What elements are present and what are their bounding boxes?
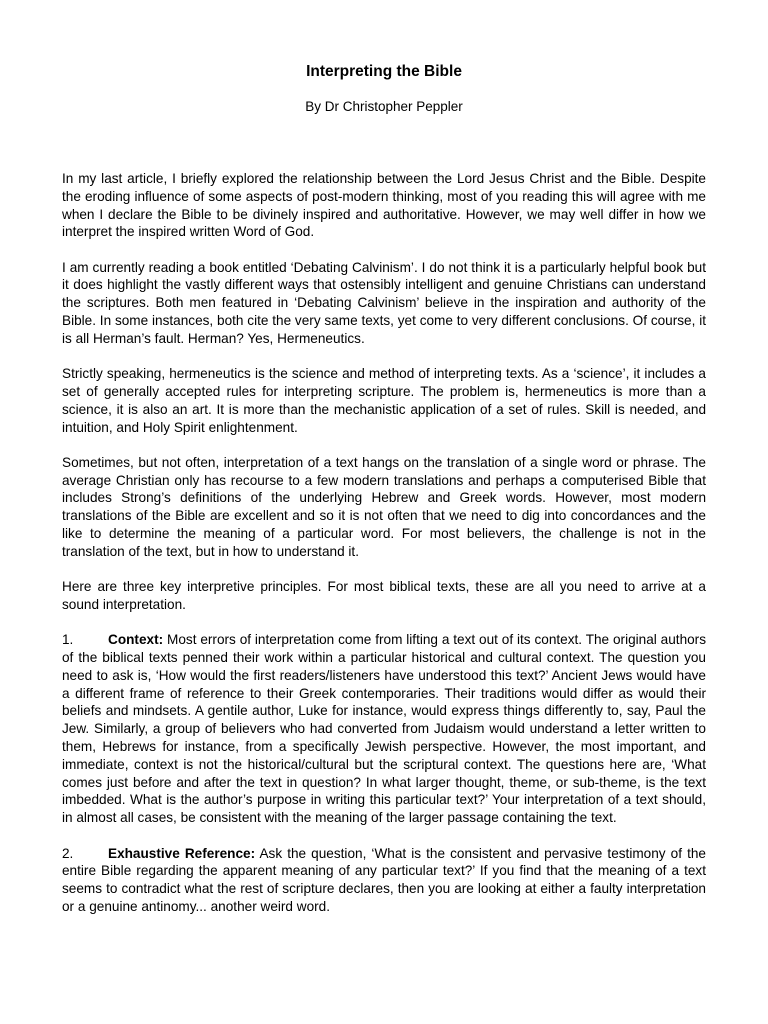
paragraph-translation: Sometimes, but not often, interpretation of a text hangs on the translation of a single word or phrase. The average Christian only has recourse to a few modern translations and perhaps a computerised Bible that includes Strong’s definitions of the underlying Hebrew and Greek words. However, most modern translations of the Bible are excellent and so it is not often that we need to dig into concordances and the like to determine the meaning of a particular word. For most believers, the challenge is not in the translation of the text, but in how to understand it. bbox=[62, 454, 706, 559]
paragraph-debating-calvinism: I am currently reading a book entitled ‘Debating Calvinism’. I do not think it is a particularly helpful book but it does highlight the vastly different ways that ostensibly intelligent and genuine Christians can understand the scriptures. Both men featured in ‘Debating Calvinism’ believe in the inspiration and authority of the Bible. In some instances, both cite the very same texts, yet come to very different conclusions. Of course, it is all Herman’s fault. Herman? Yes, Hermeneutics. bbox=[62, 259, 706, 346]
list-item-context bbox=[62, 631, 706, 827]
list-item-text: Ask the question, ‘What is the consistent and pervasive testimony of the entire Bible regarding the apparent meaning of any particular text?’ If you find that the meaning of a text seems to contradict what the rest of scripture declares, then you are looking at either a faulty interpretation or a genuine antinomy... another weird word. bbox=[62, 845, 706, 914]
paragraph-principles-intro: Here are three key interpretive principles. For most biblical texts, these are all you need to arrive at a sound interpretation. bbox=[62, 579, 706, 612]
paragraph-hermeneutics: Strictly speaking, hermeneutics is the science and method of interpreting texts. As a ‘science’, it includes a set of generally accepted rules for interpreting scripture. The problem is, hermeneutics is more than a science, it is also an art. It is more than the mechanistic application of a set of rules. Skill is needed, and intuition, and Holy Spirit enlightenment. bbox=[62, 366, 706, 435]
paragraph-intro: In my last article, I briefly explored the relationship between the Lord Jesus Christ and the Bible. Despite the eroding influence of some aspects of post-modern thinking, most of you reading this will agree with me when I declare the Bible to be divinely inspired and authoritative. However, we may well differ in how we interpret the inspired written Word of God. bbox=[62, 171, 706, 240]
list-item-text: Most errors of interpretation come from lifting a text out of its context. The original authors of the biblical texts penned their work within a particular historical and cultural context. The question you need to ask is, ‘How would the first readers/listeners have understood this text?’ Ancient Jews would have a different frame of reference to their Greek contemporaries. Their traditions would differ as would their beliefs and mindsets. A gentile author, Luke for instance, would express things differently to, say, Paul the Jew. Similarly, a group of believers who had converted from Judaism would understand a letter written to them, Hebrews for instance, from a specifically Jewish perspective. However, the most important, and immediate, context is not the historical/cultural but the scriptural context. The questions here are, ‘What comes just before and after the text in question? In what larger thought, theme, or sub-theme, is the text imbedded. What is the author’s purpose in writing this particular text?’ Your interpretation of a text should, in almost all cases, be consistent with the meaning of the larger passage containing the text. bbox=[62, 632, 707, 826]
list-item-exhaustive-reference bbox=[62, 845, 706, 916]
list-item-number: 2. bbox=[62, 845, 74, 861]
list-item-heading: Exhaustive Reference: bbox=[108, 845, 256, 861]
list-item-heading: Context: bbox=[108, 632, 164, 648]
list-item-number: 1. bbox=[62, 632, 74, 648]
document-byline: By Dr Christopher Peppler bbox=[305, 99, 463, 114]
document-title: Interpreting the Bible bbox=[306, 63, 462, 80]
document-body bbox=[62, 170, 706, 933]
